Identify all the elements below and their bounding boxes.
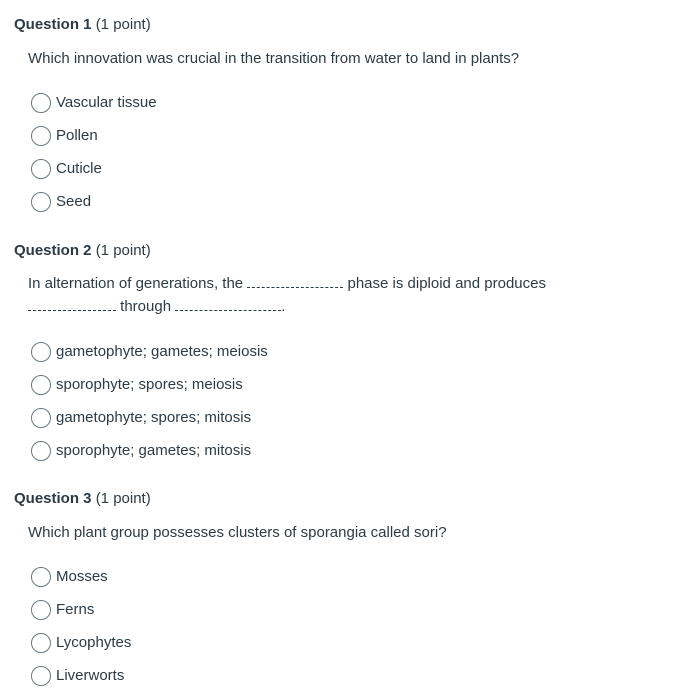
prompt-part: In alternation of generations, the	[28, 275, 248, 292]
radio-button[interactable]	[31, 666, 51, 686]
question-title: Question 3	[14, 490, 92, 507]
radio-button[interactable]	[31, 192, 51, 212]
answer-label: Cuticle	[56, 160, 102, 177]
answer-label: Vascular tissue	[56, 94, 157, 111]
fill-in-blank	[175, 296, 281, 311]
radio-button[interactable]	[31, 342, 51, 362]
question-prompt	[28, 272, 546, 318]
answer-label: sporophyte; gametes; mitosis	[56, 442, 252, 459]
radio-button[interactable]	[31, 408, 51, 428]
answer-label: Ferns	[56, 601, 95, 618]
question-header	[14, 16, 151, 33]
answer-option[interactable]	[30, 340, 430, 364]
fill-in-blank	[28, 296, 116, 311]
answer-option[interactable]	[30, 598, 430, 622]
radio-button[interactable]	[31, 126, 51, 146]
answer-option[interactable]	[30, 631, 430, 655]
answer-label: Liverworts	[56, 667, 125, 684]
answer-option[interactable]	[30, 565, 430, 589]
prompt-line-2	[28, 295, 546, 318]
answer-label: sporophyte; spores; meiosis	[56, 376, 243, 393]
question-header	[14, 490, 151, 507]
radio-button[interactable]	[31, 633, 51, 653]
prompt-part: phase is diploid and produces	[343, 275, 546, 292]
answer-option[interactable]	[30, 406, 430, 430]
question-points: (1 point)	[95, 242, 151, 259]
answer-option[interactable]	[30, 664, 430, 688]
radio-button[interactable]	[31, 159, 51, 179]
answer-label: Pollen	[56, 127, 98, 144]
fill-in-blank	[247, 273, 343, 288]
radio-button[interactable]	[31, 93, 51, 113]
radio-button[interactable]	[31, 375, 51, 395]
radio-button[interactable]	[31, 567, 51, 587]
prompt-line-1	[28, 272, 546, 295]
answer-label: Lycophytes	[56, 634, 132, 651]
prompt-part: through	[116, 298, 176, 315]
question-title: Question 1	[14, 16, 92, 33]
question-points: (1 point)	[95, 16, 151, 33]
answer-label: Mosses	[56, 568, 108, 585]
answer-option[interactable]	[30, 91, 430, 115]
question-header	[14, 242, 151, 259]
radio-button[interactable]	[31, 441, 51, 461]
answer-label: gametophyte; spores; mitosis	[56, 409, 252, 426]
answer-option[interactable]	[30, 157, 430, 181]
question-points: (1 point)	[95, 490, 151, 507]
radio-button[interactable]	[31, 600, 51, 620]
question-prompt: Which plant group possesses clusters of sporangia called sori?	[28, 524, 447, 541]
question-title: Question 2	[14, 242, 92, 259]
answer-label: gametophyte; gametes; meiosis	[56, 343, 268, 360]
prompt-part: .	[281, 298, 286, 315]
answer-label: Seed	[56, 193, 92, 210]
answer-option[interactable]	[30, 190, 430, 214]
answer-option[interactable]	[30, 373, 430, 397]
answer-option[interactable]	[30, 124, 430, 148]
answer-option[interactable]	[30, 439, 430, 463]
question-prompt: Which innovation was crucial in the transition from water to land in plants?	[28, 50, 520, 67]
